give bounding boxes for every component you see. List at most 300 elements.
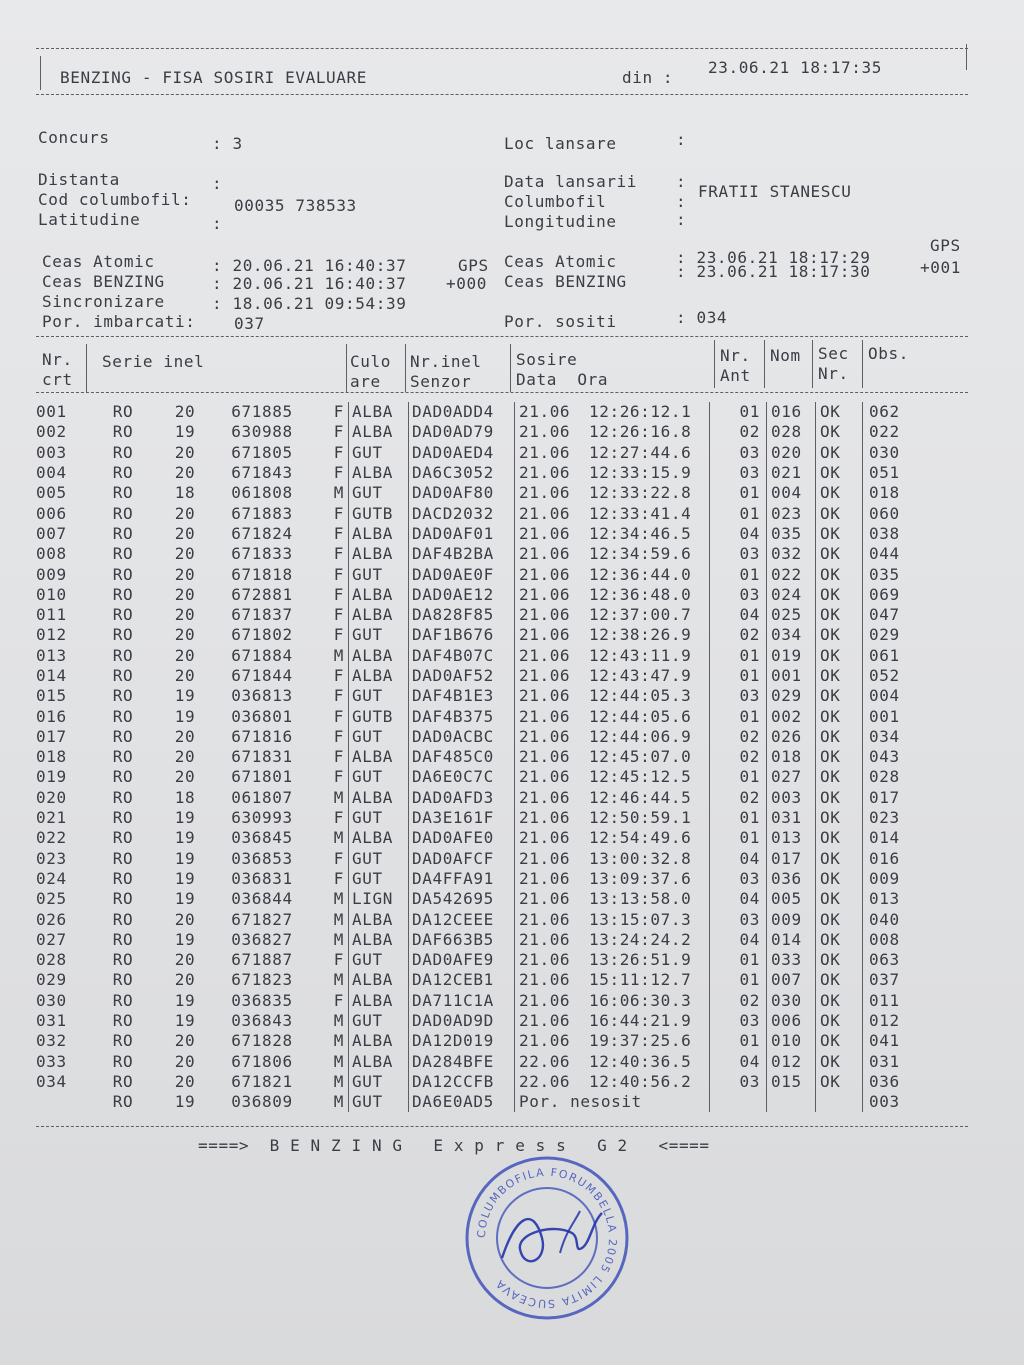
row-sec: OK — [816, 564, 863, 584]
row-crt: 017 — [36, 726, 67, 746]
row-crt: 034 — [36, 1071, 67, 1091]
row-date: 21.06 — [515, 402, 590, 422]
row-crt: 032 — [36, 1031, 67, 1051]
table-row — [36, 727, 929, 747]
row-sensor: DAD0ACBC — [409, 727, 515, 747]
row-sex: F — [333, 808, 344, 828]
row-serial: 036827 — [231, 929, 293, 949]
row-crt: 033 — [36, 1051, 67, 1071]
row-sex: F — [333, 666, 344, 685]
row-obs: 051 — [863, 463, 930, 483]
row-year: 20 — [174, 402, 196, 422]
row-sex: F — [333, 868, 344, 888]
row-nr-ant: 02 — [710, 788, 767, 808]
table-row — [36, 625, 929, 645]
cod-columbofil-label: Cod columbofil: — [38, 190, 192, 209]
row-nr-ant: 02 — [710, 727, 767, 747]
row-date: 22.06 — [515, 1052, 590, 1072]
row-country: RO — [112, 483, 134, 503]
right-ceas-benzing-label: Ceas BENZING — [504, 272, 627, 291]
row-sec: OK — [816, 1011, 863, 1031]
row-year: 20 — [174, 1071, 196, 1091]
row-obs: 061 — [863, 646, 930, 666]
row-obs: 016 — [863, 849, 930, 869]
row-crt: 011 — [36, 605, 67, 625]
table-row — [36, 849, 929, 869]
row-date: 21.06 — [515, 849, 590, 869]
row-color: ALBA — [349, 646, 409, 666]
row-year: 20 — [174, 442, 196, 462]
row-color: LIGN — [349, 889, 409, 909]
row-country: RO — [112, 686, 134, 706]
row-nom: 033 — [767, 950, 816, 970]
row-crt: 013 — [36, 645, 67, 665]
row-obs: 035 — [863, 564, 930, 584]
por-imbarcati-label: Por. imbarcati: — [42, 312, 196, 331]
row-crt: 009 — [36, 564, 67, 584]
header-nr-crt: Nr. crt — [42, 350, 73, 389]
row-obs: 037 — [863, 970, 930, 990]
row-sensor: DAD0AF52 — [409, 666, 515, 686]
row-color: GUT — [349, 767, 409, 787]
row-sex: F — [333, 706, 344, 726]
header-culoare: Culo are — [350, 352, 391, 391]
table-row — [36, 828, 929, 848]
row-crt: 008 — [36, 544, 67, 564]
row-year: 19 — [174, 422, 196, 442]
row-time: 13:15:07.3 — [589, 909, 692, 929]
row-nr-ant: 04 — [710, 605, 767, 625]
row-year: 20 — [174, 544, 196, 564]
row-serial: 671883 — [231, 503, 293, 523]
row-obs: 040 — [863, 909, 930, 929]
sincronizare-value: : 18.06.21 09:54:39 — [212, 294, 407, 313]
row-sensor: DA284BFE — [409, 1052, 515, 1072]
row-serial: 061807 — [231, 787, 293, 807]
row-sec: OK — [816, 524, 863, 544]
row-nom: 004 — [767, 483, 816, 503]
row-time: 12:44:05.6 — [589, 706, 692, 726]
row-time: 12:34:59.6 — [589, 544, 692, 564]
table-row — [36, 422, 929, 442]
row-year: 19 — [174, 889, 196, 909]
header-nom: Nom — [770, 346, 801, 365]
latitudine-label: Latitudine — [38, 210, 141, 229]
row-obs: 022 — [863, 422, 930, 442]
row-color: ALBA — [349, 970, 409, 990]
row-crt — [36, 1092, 86, 1112]
row-year: 20 — [174, 666, 196, 685]
row-obs: 043 — [863, 747, 930, 767]
row-color: GUTB — [349, 706, 409, 726]
row-obs: 063 — [863, 950, 930, 970]
latitudine-value: : — [212, 214, 223, 233]
header-serie-inel: Serie inel — [102, 352, 205, 371]
row-color: GUT — [349, 869, 409, 889]
row-nr-ant: 01 — [710, 767, 767, 787]
row-date: 21.06 — [515, 686, 590, 706]
row-color: ALBA — [349, 585, 409, 605]
row-year: 19 — [174, 868, 196, 888]
header-bottom-rule — [36, 94, 968, 95]
row-nr-ant: 04 — [710, 930, 767, 950]
row-country: RO — [112, 787, 134, 807]
row-date: 21.06 — [515, 524, 590, 544]
row-serial: 630993 — [231, 808, 293, 828]
row-year: 20 — [174, 1031, 196, 1051]
row-time: 16:06:30.3 — [589, 990, 692, 1010]
row-sensor: DAF663B5 — [409, 930, 515, 950]
row-sex: M — [333, 1011, 344, 1031]
row-country: RO — [112, 625, 134, 645]
right-ceas-atomic-label: Ceas Atomic — [504, 252, 617, 271]
row-year: 19 — [174, 848, 196, 868]
row-crt: 018 — [36, 747, 67, 767]
row-date: 21.06 — [515, 808, 590, 828]
row-serial: 671833 — [231, 544, 293, 564]
row-time: 12:40:56.2 — [589, 1071, 692, 1091]
row-nr-ant: 01 — [710, 483, 767, 503]
row-year: 19 — [174, 706, 196, 726]
row-nr-ant: 02 — [710, 747, 767, 767]
row-obs: 023 — [863, 808, 930, 828]
row-year: 20 — [174, 523, 196, 543]
row-color: GUT — [349, 483, 409, 503]
row-sex: F — [333, 990, 344, 1010]
header-divider — [714, 340, 715, 388]
row-sec: OK — [816, 991, 863, 1011]
row-nr-ant: 04 — [710, 849, 767, 869]
row-sec: OK — [816, 930, 863, 950]
row-time: 13:26:51.9 — [589, 950, 692, 970]
row-sec: OK — [816, 808, 863, 828]
row-date: 21.06 — [515, 463, 590, 483]
row-crt: 004 — [36, 463, 67, 483]
row-time: 13:13:58.0 — [589, 889, 692, 909]
row-serial: 036853 — [231, 848, 293, 868]
row-nr-ant: 01 — [710, 564, 767, 584]
table-row — [36, 991, 929, 1011]
row-date: 21.06 — [515, 503, 590, 523]
arrivals-table — [36, 402, 929, 1112]
row-nr-ant: 03 — [710, 869, 767, 889]
row-sensor: DAF4B07C — [409, 646, 515, 666]
row-year: 20 — [174, 726, 196, 746]
row-date: 21.06 — [515, 767, 590, 787]
data-lansarii-label: Data lansarii — [504, 172, 638, 191]
longitudine-value: : — [676, 210, 687, 229]
table-top-rule — [36, 336, 968, 337]
row-obs: 062 — [863, 402, 930, 422]
left-ceas-benzing-suffix: +000 — [446, 274, 487, 293]
row-nom: 030 — [767, 991, 816, 1011]
header-nr-ant: Nr. Ant — [720, 346, 751, 385]
row-time: 12:36:44.0 — [589, 564, 692, 584]
row-obs: 036 — [863, 1072, 930, 1092]
row-year: 18 — [174, 787, 196, 807]
row-sensor: DAD0AE0F — [409, 564, 515, 584]
row-color: GUT — [349, 686, 409, 706]
row-color: GUT — [349, 1072, 409, 1092]
row-nr-ant: 03 — [710, 463, 767, 483]
row-nr-ant: 01 — [710, 828, 767, 848]
row-sex: M — [333, 1051, 344, 1071]
row-color: ALBA — [349, 930, 409, 950]
row-color: GUTB — [349, 503, 409, 523]
table-bottom-rule — [36, 1126, 968, 1127]
row-serial: 036835 — [231, 990, 293, 1010]
row-sex: F — [333, 564, 344, 584]
row-obs: 029 — [863, 625, 930, 645]
row-sex: M — [333, 1031, 344, 1051]
row-country: RO — [112, 523, 134, 543]
row-color: GUT — [349, 1011, 409, 1031]
row-sensor: DA12CCFB — [409, 1072, 515, 1092]
row-obs: 004 — [863, 686, 930, 706]
row-date: 21.06 — [515, 747, 590, 767]
right-ceas-benzing-value: : 23.06.21 18:17:30 — [676, 262, 871, 281]
row-time: 16:44:21.9 — [589, 1011, 692, 1031]
row-crt: 006 — [36, 503, 67, 523]
row-nom: 010 — [767, 1031, 816, 1051]
table-row — [36, 1031, 929, 1051]
row-year: 20 — [174, 909, 196, 929]
header-divider — [510, 344, 511, 392]
row-obs: 001 — [863, 706, 930, 726]
row-nom: 012 — [767, 1052, 816, 1072]
row-nr-ant: 03 — [710, 686, 767, 706]
row-time: 12:34:46.5 — [589, 523, 692, 543]
row-sec: OK — [816, 1031, 863, 1051]
row-serial: 671831 — [231, 747, 293, 767]
table-row — [36, 747, 929, 767]
row-obs: 028 — [863, 767, 930, 787]
table-row — [36, 1011, 929, 1031]
header-top-rule — [36, 48, 968, 49]
row-nom: 023 — [767, 503, 816, 523]
row-crt: 001 — [36, 402, 67, 422]
row-country: RO — [112, 767, 134, 787]
row-country: RO — [112, 645, 134, 665]
row-time: 12:36:48.0 — [589, 584, 692, 604]
row-nom: 006 — [767, 1011, 816, 1031]
row-nr-ant: 02 — [710, 625, 767, 645]
row-color: ALBA — [349, 463, 409, 483]
row-date: 21.06 — [515, 1031, 590, 1051]
row-nr-ant: 01 — [710, 646, 767, 666]
row-date: 21.06 — [515, 889, 590, 909]
row-color: ALBA — [349, 991, 409, 1011]
row-sex: F — [333, 625, 344, 645]
row-sec: OK — [816, 544, 863, 564]
row-time: 13:09:37.6 — [589, 868, 692, 888]
sincronizare-label: Sincronizare — [42, 292, 165, 311]
row-time: 12:26:12.1 — [589, 402, 692, 422]
row-crt: 022 — [36, 828, 67, 848]
row-crt: 016 — [36, 706, 67, 726]
row-nom: 031 — [767, 808, 816, 828]
row-crt: 019 — [36, 767, 67, 787]
row-serial: 672881 — [231, 584, 293, 604]
row-time: 12:46:44.5 — [589, 787, 692, 807]
row-sensor: DAD0ADD4 — [409, 402, 515, 422]
row-sex: M — [333, 483, 344, 503]
row-time: 12:43:11.9 — [589, 645, 692, 665]
row-sex: F — [333, 950, 344, 970]
row-country: RO — [112, 706, 134, 726]
row-obs: 008 — [863, 930, 930, 950]
row-crt: 020 — [36, 787, 67, 807]
row-sec: OK — [816, 909, 863, 929]
row-color: ALBA — [349, 747, 409, 767]
row-crt: 002 — [36, 422, 67, 442]
row-sec: OK — [816, 950, 863, 970]
row-sec: OK — [816, 686, 863, 706]
table-row — [36, 706, 929, 726]
table-header-rule — [36, 392, 968, 393]
row-sex: F — [333, 747, 344, 767]
row-sec: OK — [816, 503, 863, 523]
row-sec: OK — [816, 402, 863, 422]
row-obs: 030 — [863, 443, 930, 463]
row-year: 20 — [174, 767, 196, 787]
table-row — [36, 1052, 929, 1072]
concurs-label: Concurs — [38, 128, 110, 147]
row-year: 20 — [174, 645, 196, 665]
row-sec: OK — [816, 463, 863, 483]
header-divider — [862, 340, 863, 388]
row-country: RO — [112, 1011, 134, 1031]
row-country: RO — [112, 950, 134, 970]
row-color: GUT — [349, 808, 409, 828]
row-crt: 031 — [36, 1011, 67, 1031]
row-sensor: DA6C3052 — [409, 463, 515, 483]
row-date: 21.06 — [515, 869, 590, 889]
row-year: 20 — [174, 503, 196, 523]
row-nom: 035 — [767, 524, 816, 544]
table-row — [36, 443, 929, 463]
row-time: 12:26:16.8 — [589, 422, 692, 442]
row-year: 18 — [174, 483, 196, 503]
table-row — [36, 564, 929, 584]
row-time: 12:54:49.6 — [589, 828, 692, 848]
row-time: 12:44:05.3 — [589, 686, 692, 706]
row-date: 21.06 — [515, 544, 590, 564]
row-date: 21.06 — [515, 564, 590, 584]
row-sex: F — [333, 686, 344, 706]
row-sec: OK — [816, 443, 863, 463]
row-country: RO — [112, 564, 134, 584]
row-year: 19 — [174, 1092, 196, 1112]
row-country: RO — [112, 990, 134, 1010]
row-serial: 671887 — [231, 950, 293, 970]
table-row — [36, 463, 929, 483]
row-country: RO — [112, 747, 134, 767]
row-date: 21.06 — [515, 605, 590, 625]
row-sensor: DAF4B375 — [409, 706, 515, 726]
row-sec: OK — [816, 422, 863, 442]
row-year: 20 — [174, 625, 196, 645]
row-sensor: DAD0AFCF — [409, 849, 515, 869]
row-serial: 671823 — [231, 970, 293, 990]
row-serial: 671843 — [231, 463, 293, 483]
row-serial: 671824 — [231, 523, 293, 543]
row-sex: F — [333, 402, 344, 422]
row-obs: 003 — [863, 1092, 930, 1112]
row-sensor: DAD0AD9D — [409, 1011, 515, 1031]
row-crt: 030 — [36, 990, 67, 1010]
row-nom: 021 — [767, 463, 816, 483]
row-nom: 003 — [767, 788, 816, 808]
row-color: ALBA — [349, 666, 409, 686]
row-date: 21.06 — [515, 991, 590, 1011]
header-divider — [86, 344, 87, 392]
row-date: 21.06 — [515, 970, 590, 990]
row-sex: F — [333, 584, 344, 604]
row-serial: 036843 — [231, 1011, 293, 1031]
row-nom: 024 — [767, 585, 816, 605]
row-time: 12:43:47.9 — [589, 666, 692, 685]
row-color: ALBA — [349, 605, 409, 625]
row-sex: F — [333, 463, 344, 483]
row-obs: 060 — [863, 503, 930, 523]
table-row — [36, 869, 929, 889]
row-sensor: DA4FFA91 — [409, 869, 515, 889]
row-sex: F — [333, 767, 344, 787]
row-crt: 028 — [36, 950, 67, 970]
table-row — [36, 544, 929, 564]
row-date: 21.06 — [515, 1011, 590, 1031]
row-serial: 671816 — [231, 726, 293, 746]
table-row — [36, 646, 929, 666]
row-date: 21.06 — [515, 585, 590, 605]
header-sosire: Sosire Data Ora — [516, 350, 609, 389]
row-color: GUT — [349, 727, 409, 747]
row-year: 19 — [174, 1011, 196, 1031]
header-sec-nr: Sec Nr. — [818, 344, 849, 383]
row-obs: 031 — [863, 1052, 930, 1072]
row-obs: 009 — [863, 869, 930, 889]
row-sec: OK — [816, 727, 863, 747]
row-country: RO — [112, 929, 134, 949]
row-nom: 028 — [767, 422, 816, 442]
row-serial: 036813 — [231, 686, 293, 706]
din-label: din : — [622, 68, 674, 87]
table-row — [36, 970, 929, 990]
table-row — [36, 1092, 929, 1112]
table-row — [36, 503, 929, 523]
row-sex: F — [333, 726, 344, 746]
row-sex: F — [333, 523, 344, 543]
row-year: 20 — [174, 564, 196, 584]
row-country: RO — [112, 1031, 134, 1051]
row-sex: M — [333, 970, 344, 990]
row-color: GUT — [349, 625, 409, 645]
row-date: 21.06 — [515, 646, 590, 666]
row-time: 12:33:15.9 — [589, 463, 692, 483]
row-sex: F — [333, 544, 344, 564]
row-time: 12:50:59.1 — [589, 808, 692, 828]
row-serial: 671844 — [231, 666, 293, 685]
row-sec: OK — [816, 706, 863, 726]
row-sensor: DAD0AD79 — [409, 422, 515, 442]
row-sensor: DA542695 — [409, 889, 515, 909]
row-sec: OK — [816, 970, 863, 990]
row-color: ALBA — [349, 828, 409, 848]
columbofil-label: Columbofil — [504, 192, 607, 211]
row-crt: 003 — [36, 442, 67, 462]
row-sex: F — [333, 503, 344, 523]
